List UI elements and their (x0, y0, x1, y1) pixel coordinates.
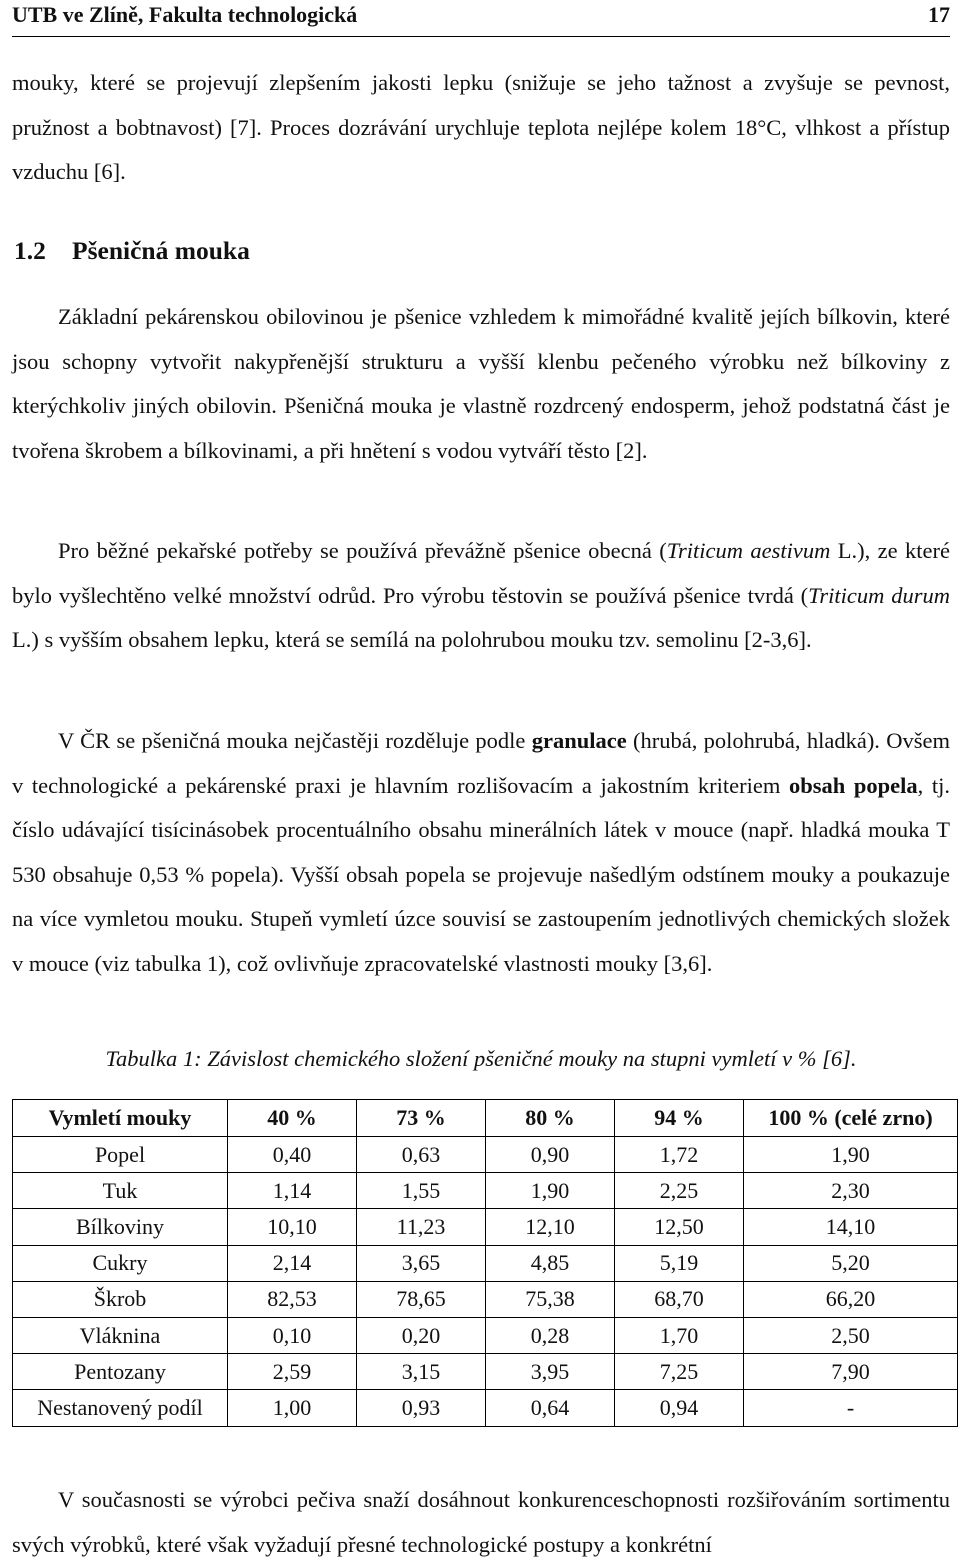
table-cell: Vláknina (13, 1317, 228, 1353)
table-cell: 5,20 (744, 1245, 958, 1281)
table-row (13, 1354, 958, 1390)
table-row (13, 1281, 958, 1317)
table-cell: Škrob (13, 1281, 228, 1317)
table-row (13, 1209, 958, 1245)
paragraph-conclusion: V současnosti se výrobci pečiva snaží dosáhnout konkurenceschopnosti rozšiřováním sortimentu svých výrobků, které však vyžadují přesné technologické postupy a konkrétní (12, 1487, 950, 1557)
table-cell: Pentozany (13, 1354, 228, 1390)
table-header-cell: 80 % (486, 1100, 615, 1137)
table-cell: 3,65 (357, 1245, 486, 1281)
table-cell: 2,59 (228, 1354, 357, 1390)
table-cell: 14,10 (744, 1209, 958, 1245)
table-cell: 10,10 (228, 1209, 357, 1245)
paragraph-wheat: Základní pekárenskou obilovinou je pšenice vzhledem k mimořádné kvalitě jejích bílkovin, které jsou schopny vytvořit nakypřenější strukturu a vyšší klenbu pečeného výrobku než bílkoviny z kterýchkoliv jiných obilovin. Pšeničná mouka je vlastně rozdrcený endosperm, jehož podstatná část je tvořena škrobem a bílkovinami, a při hnětení s vodou vytváří těsto [2]. (12, 304, 950, 463)
table-cell: 0,93 (357, 1390, 486, 1426)
paragraph-classification (12, 719, 950, 986)
table-header-cell: 73 % (357, 1100, 486, 1137)
table-cell: 2,50 (744, 1317, 958, 1353)
table-cell: 0,64 (486, 1390, 615, 1426)
table-cell: 82,53 (228, 1281, 357, 1317)
table-cell: 0,94 (615, 1390, 744, 1426)
table-cell: Nestanovený podíl (13, 1390, 228, 1426)
table-cell: 1,90 (744, 1137, 958, 1173)
text-run: (hrubá, polohrubá, hladká). Ovšem v technologické a pekárenské praxi je hlavním rozlišovacím a jakostním kriteriem (12, 728, 950, 798)
table-cell: Cukry (13, 1245, 228, 1281)
text-run: V ČR se pšeničná mouka nejčastěji rozděluje podle (58, 728, 532, 753)
table-cell: 1,14 (228, 1173, 357, 1209)
table-cell: 1,90 (486, 1173, 615, 1209)
table-cell: 2,30 (744, 1173, 958, 1209)
composition-table (12, 1099, 958, 1427)
table-cell: 1,00 (228, 1390, 357, 1426)
section-heading (14, 236, 250, 266)
table-caption: Tabulka 1: Závislost chemického složení pšeničné mouky na stupni vymletí v % [6]. (105, 1046, 857, 1071)
table-cell: 0,63 (357, 1137, 486, 1173)
table-cell: 7,90 (744, 1354, 958, 1390)
table-cell: 4,85 (486, 1245, 615, 1281)
table-cell: 5,19 (615, 1245, 744, 1281)
table-cell: 0,20 (357, 1317, 486, 1353)
table-header-row (13, 1100, 958, 1137)
table-cell: 0,90 (486, 1137, 615, 1173)
table-cell: 3,95 (486, 1354, 615, 1390)
page-number: 17 (928, 2, 950, 27)
table-row (13, 1173, 958, 1209)
table-cell: 0,10 (228, 1317, 357, 1353)
latin-name: Triticum durum (808, 582, 950, 608)
header-title: UTB ve Zlíně, Fakulta technologická (12, 2, 358, 27)
table-cell: Popel (13, 1137, 228, 1173)
section-number: 1.2 (14, 236, 46, 265)
table-cell: 75,38 (486, 1281, 615, 1317)
table-cell: 2,25 (615, 1173, 744, 1209)
table-cell: - (744, 1390, 958, 1426)
table-cell: 66,20 (744, 1281, 958, 1317)
page-header (12, 0, 950, 37)
table-cell: 0,40 (228, 1137, 357, 1173)
text-run: L.) s vyšším obsahem lepku, která se semílá na polohrubou mouku tzv. semolinu [2-3,6]. (12, 627, 812, 652)
section-title: Pšeničná mouka (72, 236, 250, 265)
table-cell: 12,10 (486, 1209, 615, 1245)
latin-name: Triticum aestivum (666, 538, 831, 563)
table-cell: 11,23 (357, 1209, 486, 1245)
text-run: Pro běžné pekařské potřeby se používá převážně pšenice obecná ( (58, 538, 667, 563)
table-cell: Bílkoviny (13, 1209, 228, 1245)
text-run: L.), ze které bylo vyšlechtěno velké množství odrůd. Pro výrobu těstovin se používá pšenice tvrdá ( (12, 538, 950, 608)
table-cell: 68,70 (615, 1281, 744, 1317)
bold-term: granulace (531, 728, 627, 753)
paragraph-species (12, 529, 950, 663)
table-cell: 78,65 (357, 1281, 486, 1317)
table-cell: 3,15 (357, 1354, 486, 1390)
paragraph-intro: mouky, které se projevují zlepšením jakosti lepku (snižuje se jeho tažnost a zvyšuje se pevnost, pružnost a bobtnavost) [7]. Proces dozrávání urychluje teplota nejlépe kolem 18°C, vlhkost a přístup vzduchu [6]. (12, 70, 950, 184)
table-row (13, 1137, 958, 1173)
table-cell: 7,25 (615, 1354, 744, 1390)
table-row (13, 1245, 958, 1281)
table-cell: 1,72 (615, 1137, 744, 1173)
table-cell: 2,14 (228, 1245, 357, 1281)
table-header-cell: Vymletí mouky (13, 1100, 228, 1137)
table-cell: 1,55 (357, 1173, 486, 1209)
table-cell: 0,28 (486, 1317, 615, 1353)
table-header-cell: 100 % (celé zrno) (744, 1100, 958, 1137)
table-cell: Tuk (13, 1173, 228, 1209)
table-row (13, 1317, 958, 1353)
bold-term: obsah popela (788, 772, 918, 798)
table-header-cell: 40 % (228, 1100, 357, 1137)
table-header-cell: 94 % (615, 1100, 744, 1137)
table-cell: 1,70 (615, 1317, 744, 1353)
table-row (13, 1390, 958, 1426)
text-run: , tj. číslo udávající tisícinásobek procentuálního obsahu minerálních látek v mouce (např. hladká mouka T 530 obsahuje 0,53 % popela). Vyšší obsah popela se projevuje našedlým odstínem mouky a poukazuje na více vymletou mouku. Stupeň vymletí úzce souvisí se zastoupením jednotlivých chemických složek v mouce (viz tabulka 1), což ovlivňuje zpracovatelské vlastnosti mouky [3,6]. (12, 772, 950, 976)
table-cell: 12,50 (615, 1209, 744, 1245)
